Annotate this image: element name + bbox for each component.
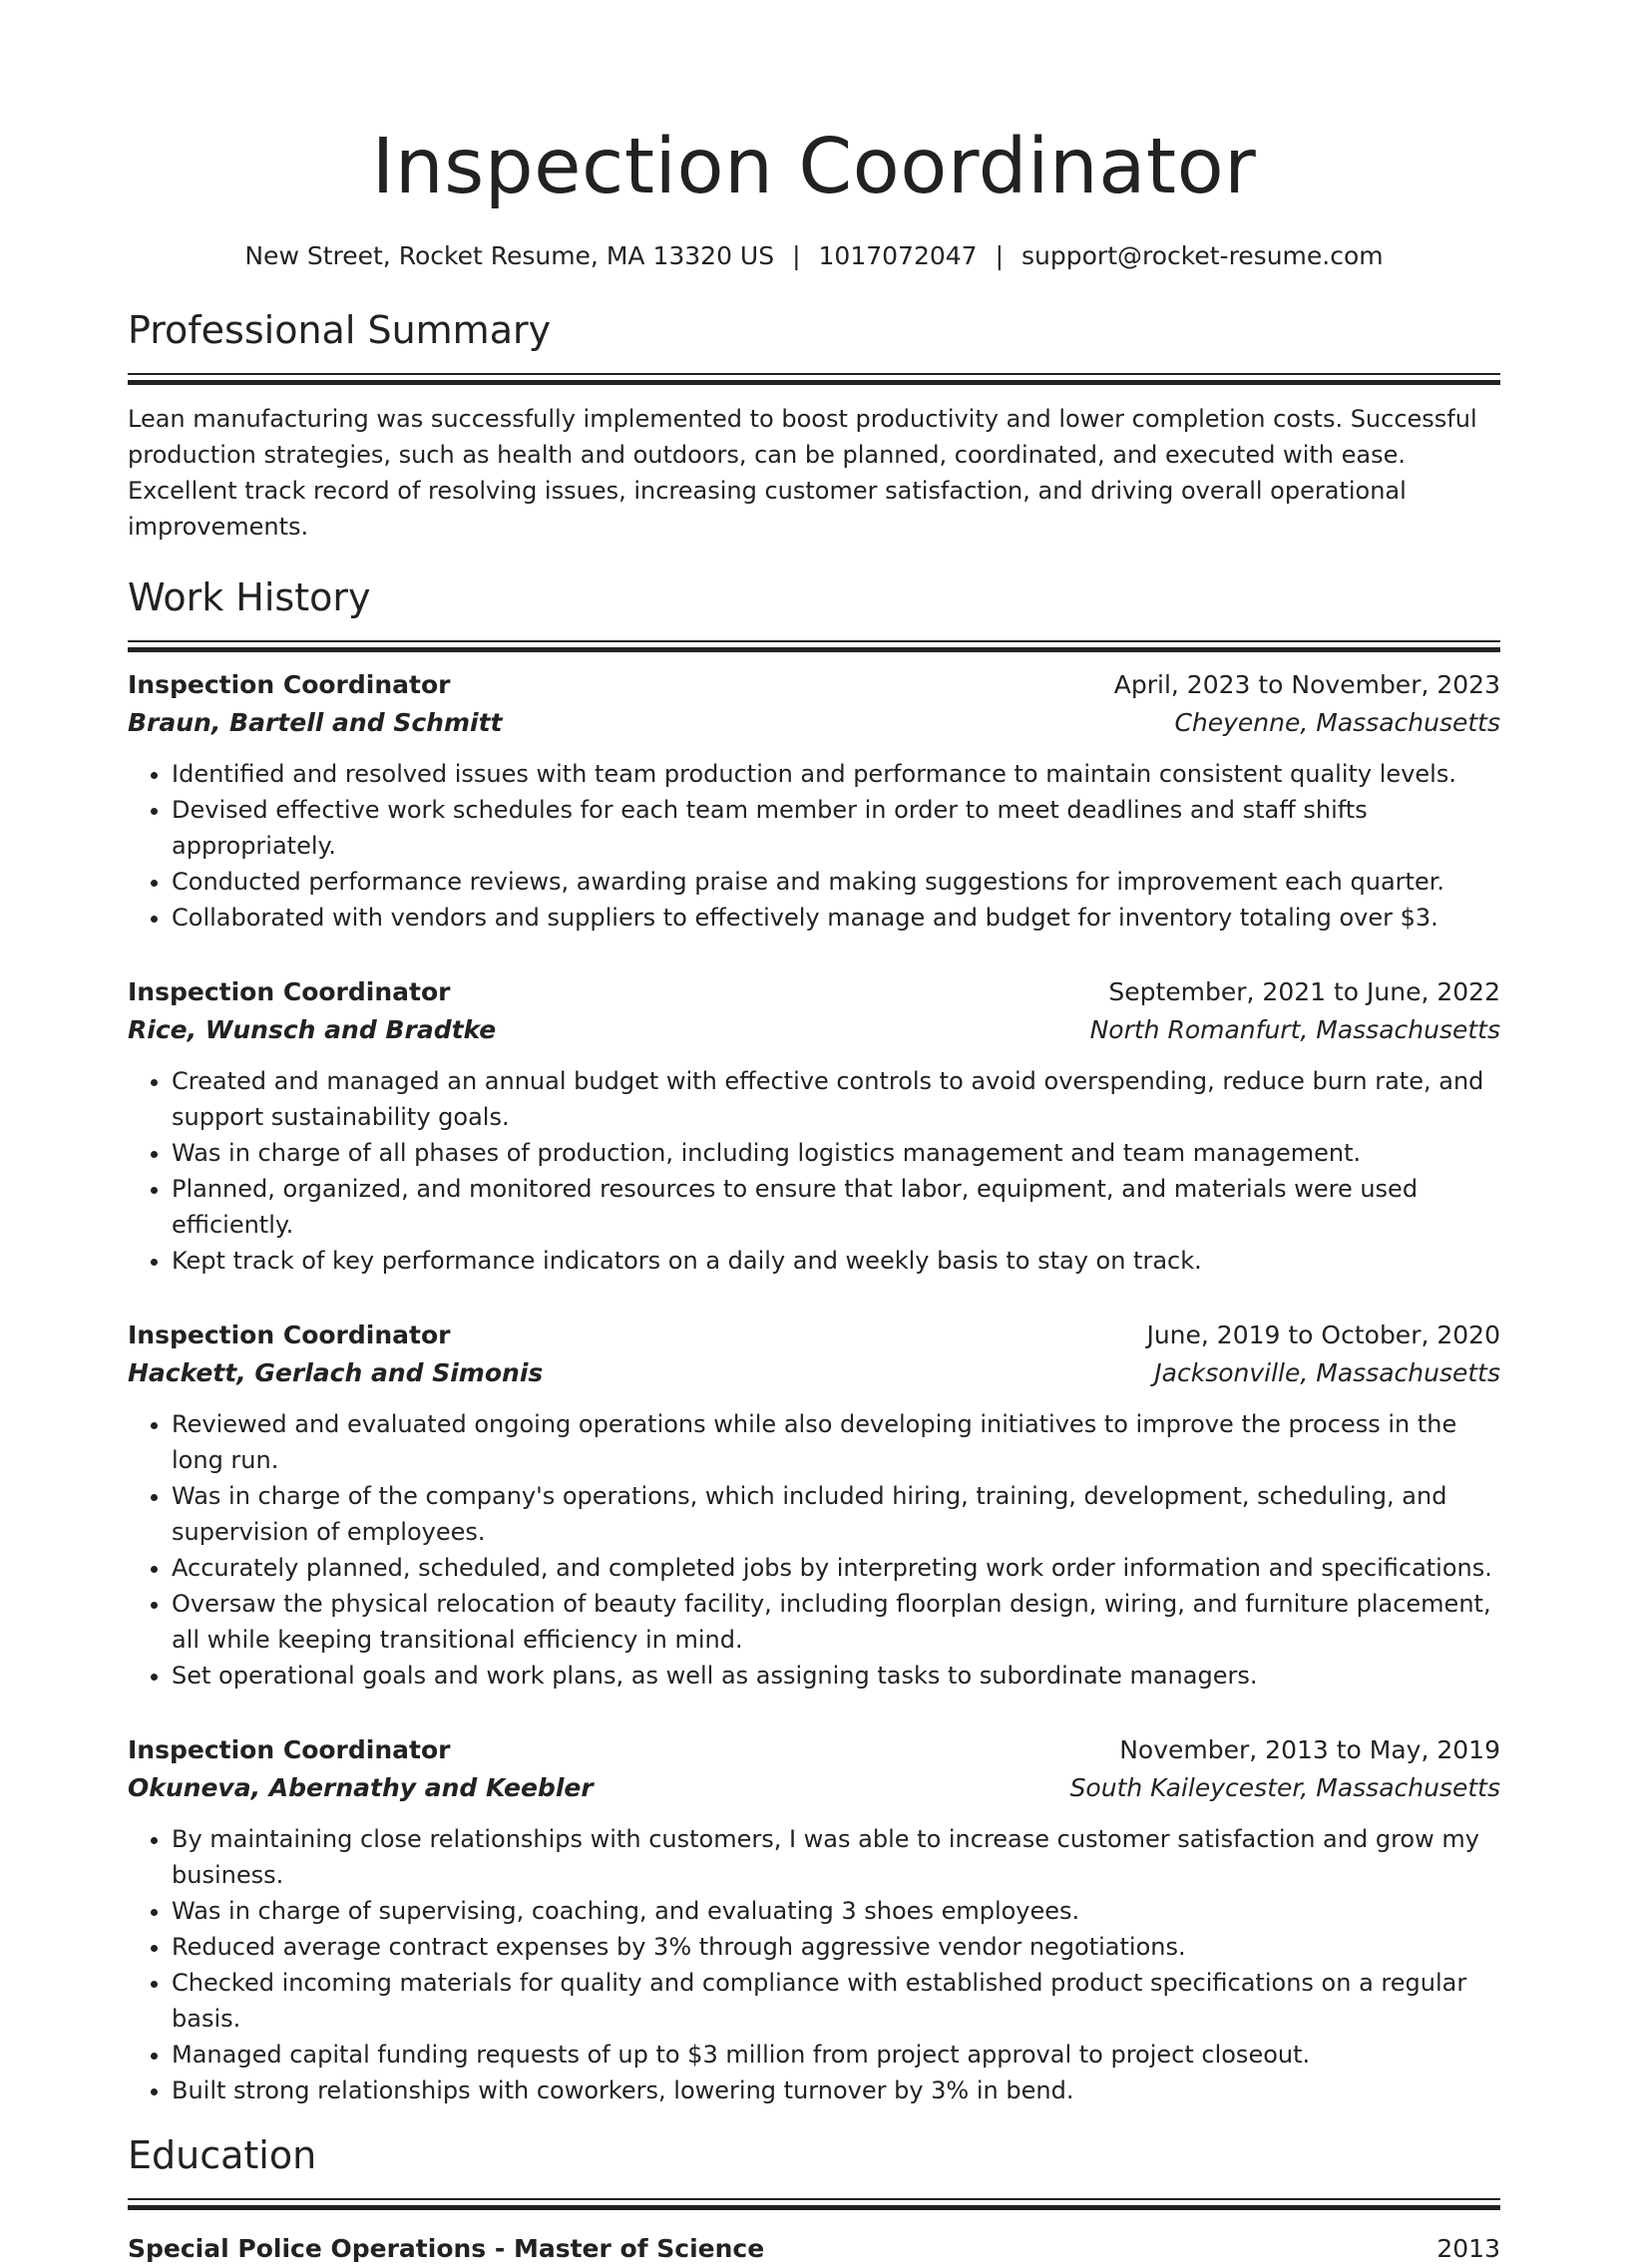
job-bullet: • Planned, organized, and monitored resources to ensure that labor, equipment, and materials were used efficiently. <box>172 1171 1500 1243</box>
job-location: Cheyenne, Massachusetts <box>1174 708 1500 737</box>
job-bullet: • Collaborated with vendors and suppliers to effectively manage and budget for inventory totaling over $3. <box>172 900 1500 936</box>
job-entry <box>128 973 1500 1279</box>
job-dates: April, 2023 to November, 2023 <box>1113 670 1500 699</box>
job-bullet: • Was in charge of all phases of production, including logistics management and team management. <box>172 1135 1500 1171</box>
job-bullet: • Managed capital funding requests of up to $3 million from project approval to project closeout. <box>172 2037 1500 2073</box>
job-bullet: • Created and managed an annual budget with effective controls to avoid overspending, reduce burn rate, and support sustainability goals. <box>172 1063 1500 1135</box>
job-title: Inspection Coordinator <box>128 1321 451 1349</box>
education-degree: Special Police Operations - Master of Science <box>128 2234 765 2263</box>
contact-address: New Street, Rocket Resume, MA 13320 US <box>244 241 775 270</box>
job-bullet: • Identified and resolved issues with team production and performance to maintain consistent quality levels. <box>172 756 1500 792</box>
job-entry <box>128 1731 1500 2108</box>
section-title-education: Education <box>128 2133 317 2177</box>
summary-section <box>128 305 1500 545</box>
job-bullet: • Was in charge of the company's operations, which included hiring, training, development, scheduling, and supervision of employees. <box>172 1478 1500 1550</box>
work-history-section <box>128 572 1500 2108</box>
job-location: South Kaileycester, Massachusetts <box>1069 1773 1500 1802</box>
education-entry <box>128 2230 1500 2268</box>
contact-separator: | <box>995 241 1005 270</box>
education-section <box>128 2130 1500 2268</box>
job-bullet: • Checked incoming materials for quality and compliance with established product specifications on a regular basis. <box>172 1965 1500 2037</box>
job-bullet: • Was in charge of supervising, coaching, and evaluating 3 shoes employees. <box>172 1893 1500 1929</box>
job-dates: June, 2019 to October, 2020 <box>1146 1321 1500 1349</box>
job-bullets <box>128 756 1500 936</box>
contact-separator: | <box>792 241 801 270</box>
education-year: 2013 <box>1436 2234 1500 2263</box>
section-title-work-history: Work History <box>128 575 371 619</box>
job-dates: November, 2013 to May, 2019 <box>1119 1735 1500 1764</box>
job-title: Inspection Coordinator <box>128 670 451 699</box>
job-bullet: • Devised effective work schedules for each team member in order to meet deadlines and staff shifts appropriately. <box>172 792 1500 864</box>
job-bullet: • Kept track of key performance indicators on a daily and weekly basis to stay on track. <box>172 1243 1500 1279</box>
job-location: Jacksonville, Massachusetts <box>1154 1358 1500 1387</box>
job-entry <box>128 1317 1500 1694</box>
job-bullet: • Oversaw the physical relocation of beauty facility, including floorplan design, wiring, and furniture placement, all while keeping transitional efficiency in mind. <box>172 1586 1500 1658</box>
contact-line <box>128 239 1500 273</box>
resume-name: Inspection Coordinator <box>371 123 1257 211</box>
job-bullets <box>128 1063 1500 1279</box>
job-bullet: • Set operational goals and work plans, as well as assigning tasks to subordinate managers. <box>172 1658 1500 1694</box>
job-bullet: • Reviewed and evaluated ongoing operations while also developing initiatives to improve the process in the long run. <box>172 1406 1500 1478</box>
job-company: Braun, Bartell and Schmitt <box>128 708 503 737</box>
job-location: North Romanfurt, Massachusetts <box>1089 1015 1500 1044</box>
section-title-summary: Professional Summary <box>128 308 552 352</box>
job-bullet: • By maintaining close relationships with customers, I was able to increase customer satisfaction and grow my business. <box>172 1821 1500 1893</box>
section-divider <box>128 640 1500 652</box>
job-bullet: • Built strong relationships with coworkers, lowering turnover by 3% in bend. <box>172 2073 1500 2108</box>
job-bullet: • Conducted performance reviews, awarding praise and making suggestions for improvement each quarter. <box>172 864 1500 900</box>
job-bullet: • Accurately planned, scheduled, and completed jobs by interpreting work order information and specifications. <box>172 1550 1500 1586</box>
job-title: Inspection Coordinator <box>128 977 451 1006</box>
job-company: Okuneva, Abernathy and Keebler <box>128 1773 594 1802</box>
resume-page <box>128 0 1500 2268</box>
job-bullets <box>128 1406 1500 1694</box>
job-entry <box>128 666 1500 936</box>
job-dates: September, 2021 to June, 2022 <box>1108 977 1500 1006</box>
summary-text: Lean manufacturing was successfully implemented to boost productivity and lower completion costs. Successful production strategies, such as health and outdoors, can be planned, coordinated, and executed with ease. Excellent track record of resolving issues, increasing customer satisfaction, and driving overall operational improvements. <box>128 405 1477 541</box>
contact-email: support@rocket-resume.com <box>1021 241 1384 270</box>
job-company: Hackett, Gerlach and Simonis <box>128 1358 544 1387</box>
job-company: Rice, Wunsch and Bradtke <box>128 1015 497 1044</box>
section-divider <box>128 373 1500 385</box>
job-title: Inspection Coordinator <box>128 1735 451 1764</box>
job-bullet: • Reduced average contract expenses by 3% through aggressive vendor negotiations. <box>172 1929 1500 1965</box>
contact-phone: 1017072047 <box>818 241 978 270</box>
job-bullets <box>128 1821 1500 2108</box>
section-divider <box>128 2198 1500 2210</box>
